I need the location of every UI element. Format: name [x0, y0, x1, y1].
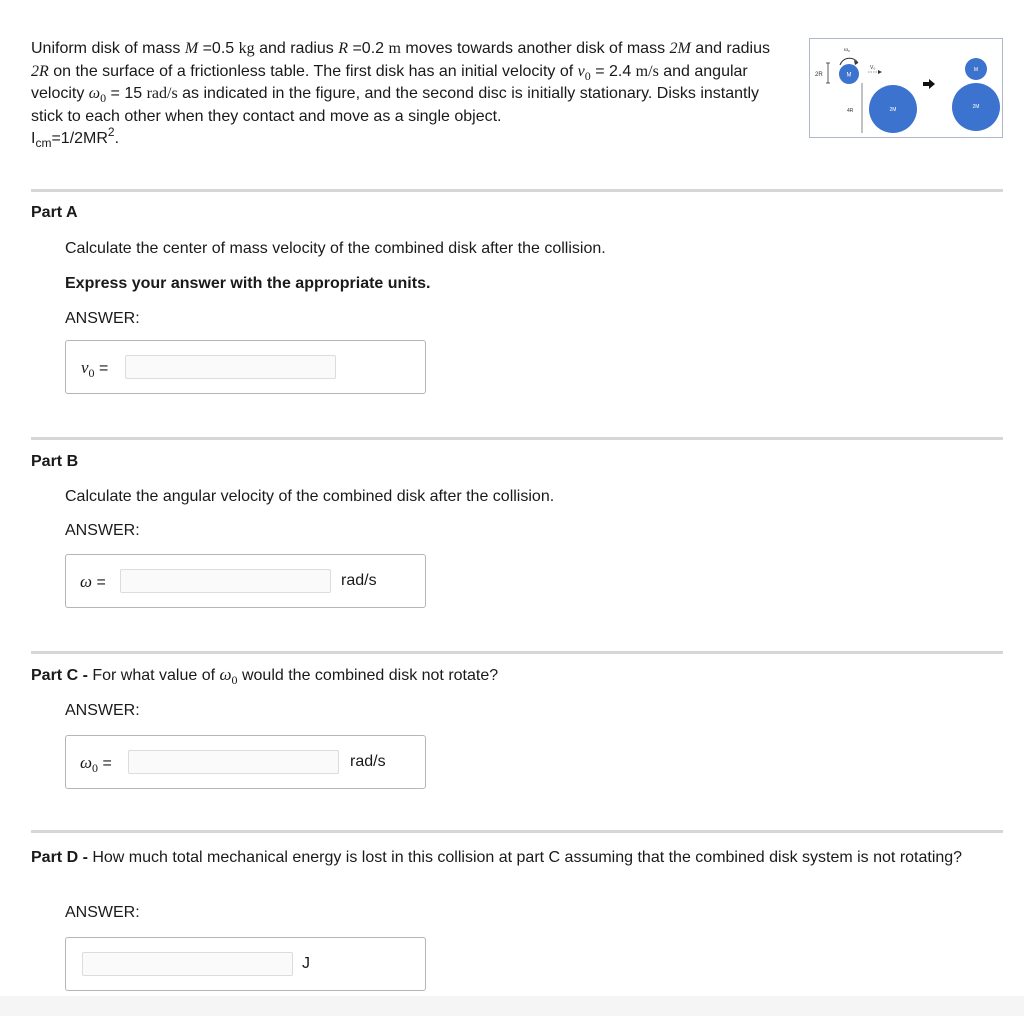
- divider: [31, 189, 1003, 192]
- math-symbol: ω: [88, 85, 101, 102]
- part-b-answer-label: ANSWER:: [65, 522, 140, 539]
- velocity-arrowhead: [878, 70, 882, 74]
- combined-disk-2m-label: 2M: [972, 104, 980, 110]
- divider: [31, 830, 1003, 833]
- arrow-right-icon: [923, 79, 935, 89]
- problem-text: Uniform disk of mass: [31, 40, 185, 57]
- math-unit: kg: [238, 40, 255, 57]
- math-subscript: cm: [35, 136, 52, 150]
- divider: [31, 651, 1003, 654]
- math-unit: rad/s: [146, 85, 178, 102]
- problem-text: =0.5: [198, 40, 239, 57]
- divider: [31, 437, 1003, 440]
- var-subscript: 0: [92, 761, 99, 776]
- moment-of-inertia: I: [31, 130, 36, 147]
- part-c-label: Part C -: [31, 667, 93, 684]
- part-d-question: How much total mechanical energy is lost in this collision at part C assuming that the combined disk system is not rotating?: [92, 849, 963, 866]
- part-c-answer-box: [65, 735, 426, 789]
- problem-text: = 2.4: [590, 62, 636, 80]
- part-a-answer-box: [65, 340, 426, 394]
- problem-text: = 15: [106, 85, 147, 102]
- part-c-unit: rad/s: [350, 753, 386, 770]
- problem-text: .: [114, 130, 120, 147]
- part-b-unit: rad/s: [341, 572, 377, 589]
- part-a-prompt: Calculate the center of mass velocity of the combined disk after the collision.: [65, 240, 606, 257]
- problem-text: moves towards another disk of mass: [400, 40, 670, 57]
- label-omega: ω₀: [844, 47, 851, 53]
- var-symbol: ω: [80, 753, 93, 772]
- math-symbol: ω: [219, 665, 232, 684]
- part-c-question: For what value of: [92, 667, 220, 684]
- part-b-answer-box: [65, 554, 426, 608]
- part-a-instruction: Express your answer with the appropriate units.: [65, 275, 431, 292]
- problem-text: on the surface of a frictionless table. The first disk has an initial velocity of: [48, 62, 578, 80]
- part-c-variable: [80, 753, 112, 776]
- math-symbol: M: [184, 40, 199, 57]
- equals-sign: =: [98, 755, 112, 772]
- part-d-label: Part D -: [31, 849, 93, 866]
- problem-text: =0.2: [348, 40, 389, 57]
- combined-disk-m-label: M: [973, 67, 979, 73]
- problem-text: and radius: [690, 40, 771, 57]
- math-unit: m: [388, 40, 401, 57]
- problem-text: as indicated in the figure, and the second disc is initially stationary. Disks instantly stick to each other when they contact and move as a single object.: [31, 85, 760, 125]
- math-subscript: 0: [231, 673, 238, 688]
- var-subscript: 0: [88, 366, 95, 381]
- label-4r: 4R: [847, 108, 854, 114]
- part-c-title: [31, 665, 498, 688]
- part-d-unit: J: [302, 955, 310, 972]
- problem-text: and angular velocity: [31, 62, 748, 102]
- math-symbol: v: [577, 62, 585, 80]
- part-c-question-end: would the combined disk not rotate?: [237, 667, 499, 684]
- math-symbol: 2R: [31, 62, 49, 80]
- part-b-title: Part B: [31, 453, 79, 470]
- disk-m-label: M: [846, 72, 852, 79]
- part-d-answer-input[interactable]: [82, 952, 293, 976]
- part-a-variable: [81, 358, 108, 381]
- math-subscript: 0: [100, 91, 107, 105]
- equals-sign: =: [94, 360, 109, 377]
- moment-formula: =1/2MR: [51, 130, 108, 147]
- part-a-answer-label: ANSWER:: [65, 310, 140, 327]
- part-c-answer-label: ANSWER:: [65, 702, 140, 719]
- part-d-answer-label: ANSWER:: [65, 904, 140, 921]
- math-symbol: R: [338, 40, 349, 57]
- problem-figure: [809, 38, 1003, 138]
- part-d-answer-box: [65, 937, 426, 991]
- label-velocity: V₀: [870, 65, 876, 71]
- problem-statement: [31, 38, 791, 151]
- part-b-variable: [80, 572, 106, 592]
- part-b-answer-input[interactable]: [120, 569, 331, 593]
- math-unit: m/s: [635, 62, 659, 80]
- math-subscript: 0: [584, 68, 591, 83]
- disk-diagram: [810, 39, 1002, 137]
- part-c-answer-input[interactable]: [128, 750, 339, 774]
- page-footer-strip: [0, 996, 1024, 1016]
- part-a-answer-input[interactable]: [125, 355, 336, 379]
- var-symbol: v: [81, 358, 89, 377]
- label-2r: 2R: [815, 72, 823, 78]
- var-symbol: ω: [80, 572, 93, 591]
- math-superscript: 2: [107, 125, 115, 139]
- math-symbol: 2M: [669, 40, 691, 57]
- part-b-prompt: Calculate the angular velocity of the combined disk after the collision.: [65, 488, 555, 505]
- part-a-title: Part A: [31, 204, 78, 221]
- equals-sign: =: [92, 574, 106, 591]
- problem-text: and radius: [254, 40, 339, 57]
- part-d-title: [31, 846, 1003, 869]
- disk-2m-label: 2M: [889, 107, 897, 113]
